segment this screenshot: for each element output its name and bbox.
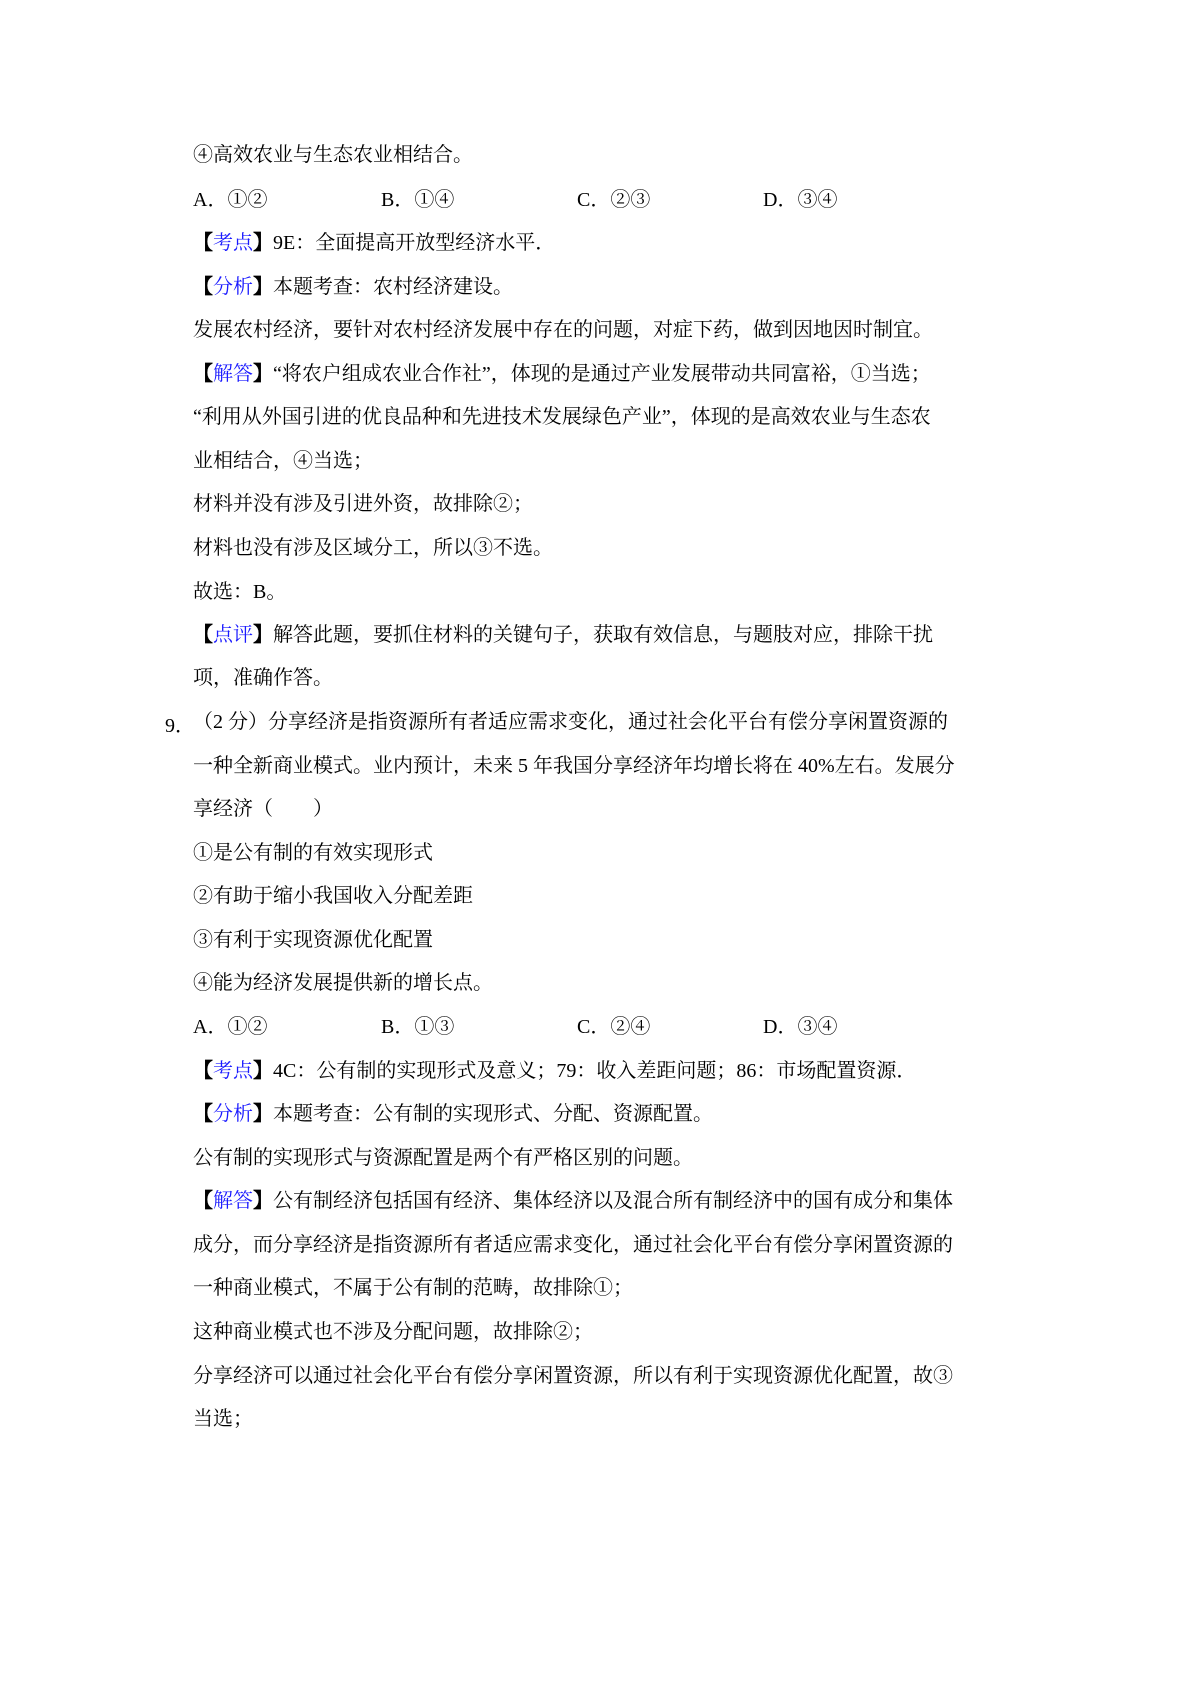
q9-jieda-line: 当选；: [193, 1408, 253, 1430]
q9-statement-3: ③有利于实现资源优化配置: [193, 929, 433, 951]
q8-jieda-line: 材料也没有涉及区域分工，所以③不选。: [193, 537, 553, 559]
section-text: 4C：公有制的实现形式及意义；79：收入差距问题；86：市场配置资源．: [273, 1060, 917, 1082]
section-text: 本题考查：农村经济建设。: [273, 276, 513, 298]
q9-option-b: B．①③: [381, 1016, 455, 1038]
q9-number: 9．: [165, 715, 195, 737]
q8-dianping-tail: 项，准确作答。: [193, 667, 333, 689]
q9-fenxi: 【分析】本题考查：公有制的实现形式、分配、资源配置。: [193, 1103, 713, 1125]
section-text: 公有制经济包括国有经济、集体经济以及混合所有制经济中的国有成分和集体: [273, 1190, 953, 1212]
q8-dianping: 【点评】解答此题，要抓住材料的关键句子，获取有效信息，与题肢对应，排除干扰: [193, 624, 933, 646]
q8-answer: 故选：B。: [193, 581, 287, 603]
q9-option-c: C．②④: [577, 1016, 651, 1038]
q9-statement-1: ①是公有制的有效实现形式: [193, 842, 433, 864]
q8-statement-4: ④高效农业与生态农业相结合。: [193, 144, 473, 166]
q9-stem-line: 一种全新商业模式。业内预计，未来 5 年我国分享经济年均增长将在 40%左右。发展分: [193, 755, 955, 777]
q9-option-d: D．③④: [763, 1016, 838, 1038]
q8-kaodian: 【考点】9E：全面提高开放型经济水平．: [193, 232, 556, 254]
section-text: 本题考查：公有制的实现形式、分配、资源配置。: [273, 1103, 713, 1125]
section-tag: 解答: [213, 1190, 253, 1212]
section-tag: 点评: [213, 624, 253, 646]
q8-fenxi: 【分析】本题考查：农村经济建设。: [193, 276, 513, 298]
q9-jieda-line: 分享经济可以通过社会化平台有偿分享闲置资源，所以有利于实现资源优化配置，故③: [193, 1365, 953, 1387]
section-tag: 解答: [213, 363, 253, 385]
q9-jieda-line: 一种商业模式，不属于公有制的范畴，故排除①；: [193, 1277, 633, 1299]
q9-stem-line: （2 分）分享经济是指资源所有者适应需求变化，通过社会化平台有偿分享闲置资源的: [193, 711, 948, 733]
q8-option-a: A．①②: [193, 189, 268, 211]
q9-statement-4: ④能为经济发展提供新的增长点。: [193, 972, 493, 994]
q9-jieda: 【解答】公有制经济包括国有经济、集体经济以及混合所有制经济中的国有成分和集体: [193, 1190, 953, 1212]
section-tag: 分析: [213, 276, 253, 298]
q9-statement-2: ②有助于缩小我国收入分配差距: [193, 885, 473, 907]
section-tag: 分析: [213, 1103, 253, 1125]
q9-stem-line: 享经济（ ）: [193, 798, 333, 820]
section-text: “将农户组成农业合作社”，体现的是通过产业发展带动共同富裕，①当选；: [273, 363, 931, 385]
q9-jieda-line: 这种商业模式也不涉及分配问题，故排除②；: [193, 1321, 593, 1343]
q9-kaodian: 【考点】4C：公有制的实现形式及意义；79：收入差距问题；86：市场配置资源．: [193, 1060, 917, 1082]
q8-option-d: D．③④: [763, 189, 838, 211]
section-tag: 考点: [213, 1060, 253, 1082]
section-text: 解答此题，要抓住材料的关键句子，获取有效信息，与题肢对应，排除干扰: [273, 624, 933, 646]
q8-jieda-line: “利用从外国引进的优良品种和先进技术发展绿色产业”，体现的是高效农业与生态农: [193, 406, 931, 428]
q8-fenxi-body: 发展农村经济，要针对农村经济发展中存在的问题，对症下药，做到因地因时制宜。: [193, 319, 933, 341]
section-tag: 考点: [213, 232, 253, 254]
q8-jieda-line: 业相结合，④当选；: [193, 450, 373, 472]
q8-option-b: B．①④: [381, 189, 455, 211]
q8-jieda: 【解答】“将农户组成农业合作社”，体现的是通过产业发展带动共同富裕，①当选；: [193, 363, 931, 385]
section-text: 9E：全面提高开放型经济水平．: [273, 232, 556, 254]
q9-jieda-line: 成分，而分享经济是指资源所有者适应需求变化，通过社会化平台有偿分享闲置资源的: [193, 1234, 953, 1256]
q8-jieda-line: 材料并没有涉及引进外资，故排除②；: [193, 493, 533, 515]
q9-fenxi-body: 公有制的实现形式与资源配置是两个有严格区别的问题。: [193, 1147, 693, 1169]
q8-option-c: C．②③: [577, 189, 651, 211]
q9-option-a: A．①②: [193, 1016, 268, 1038]
